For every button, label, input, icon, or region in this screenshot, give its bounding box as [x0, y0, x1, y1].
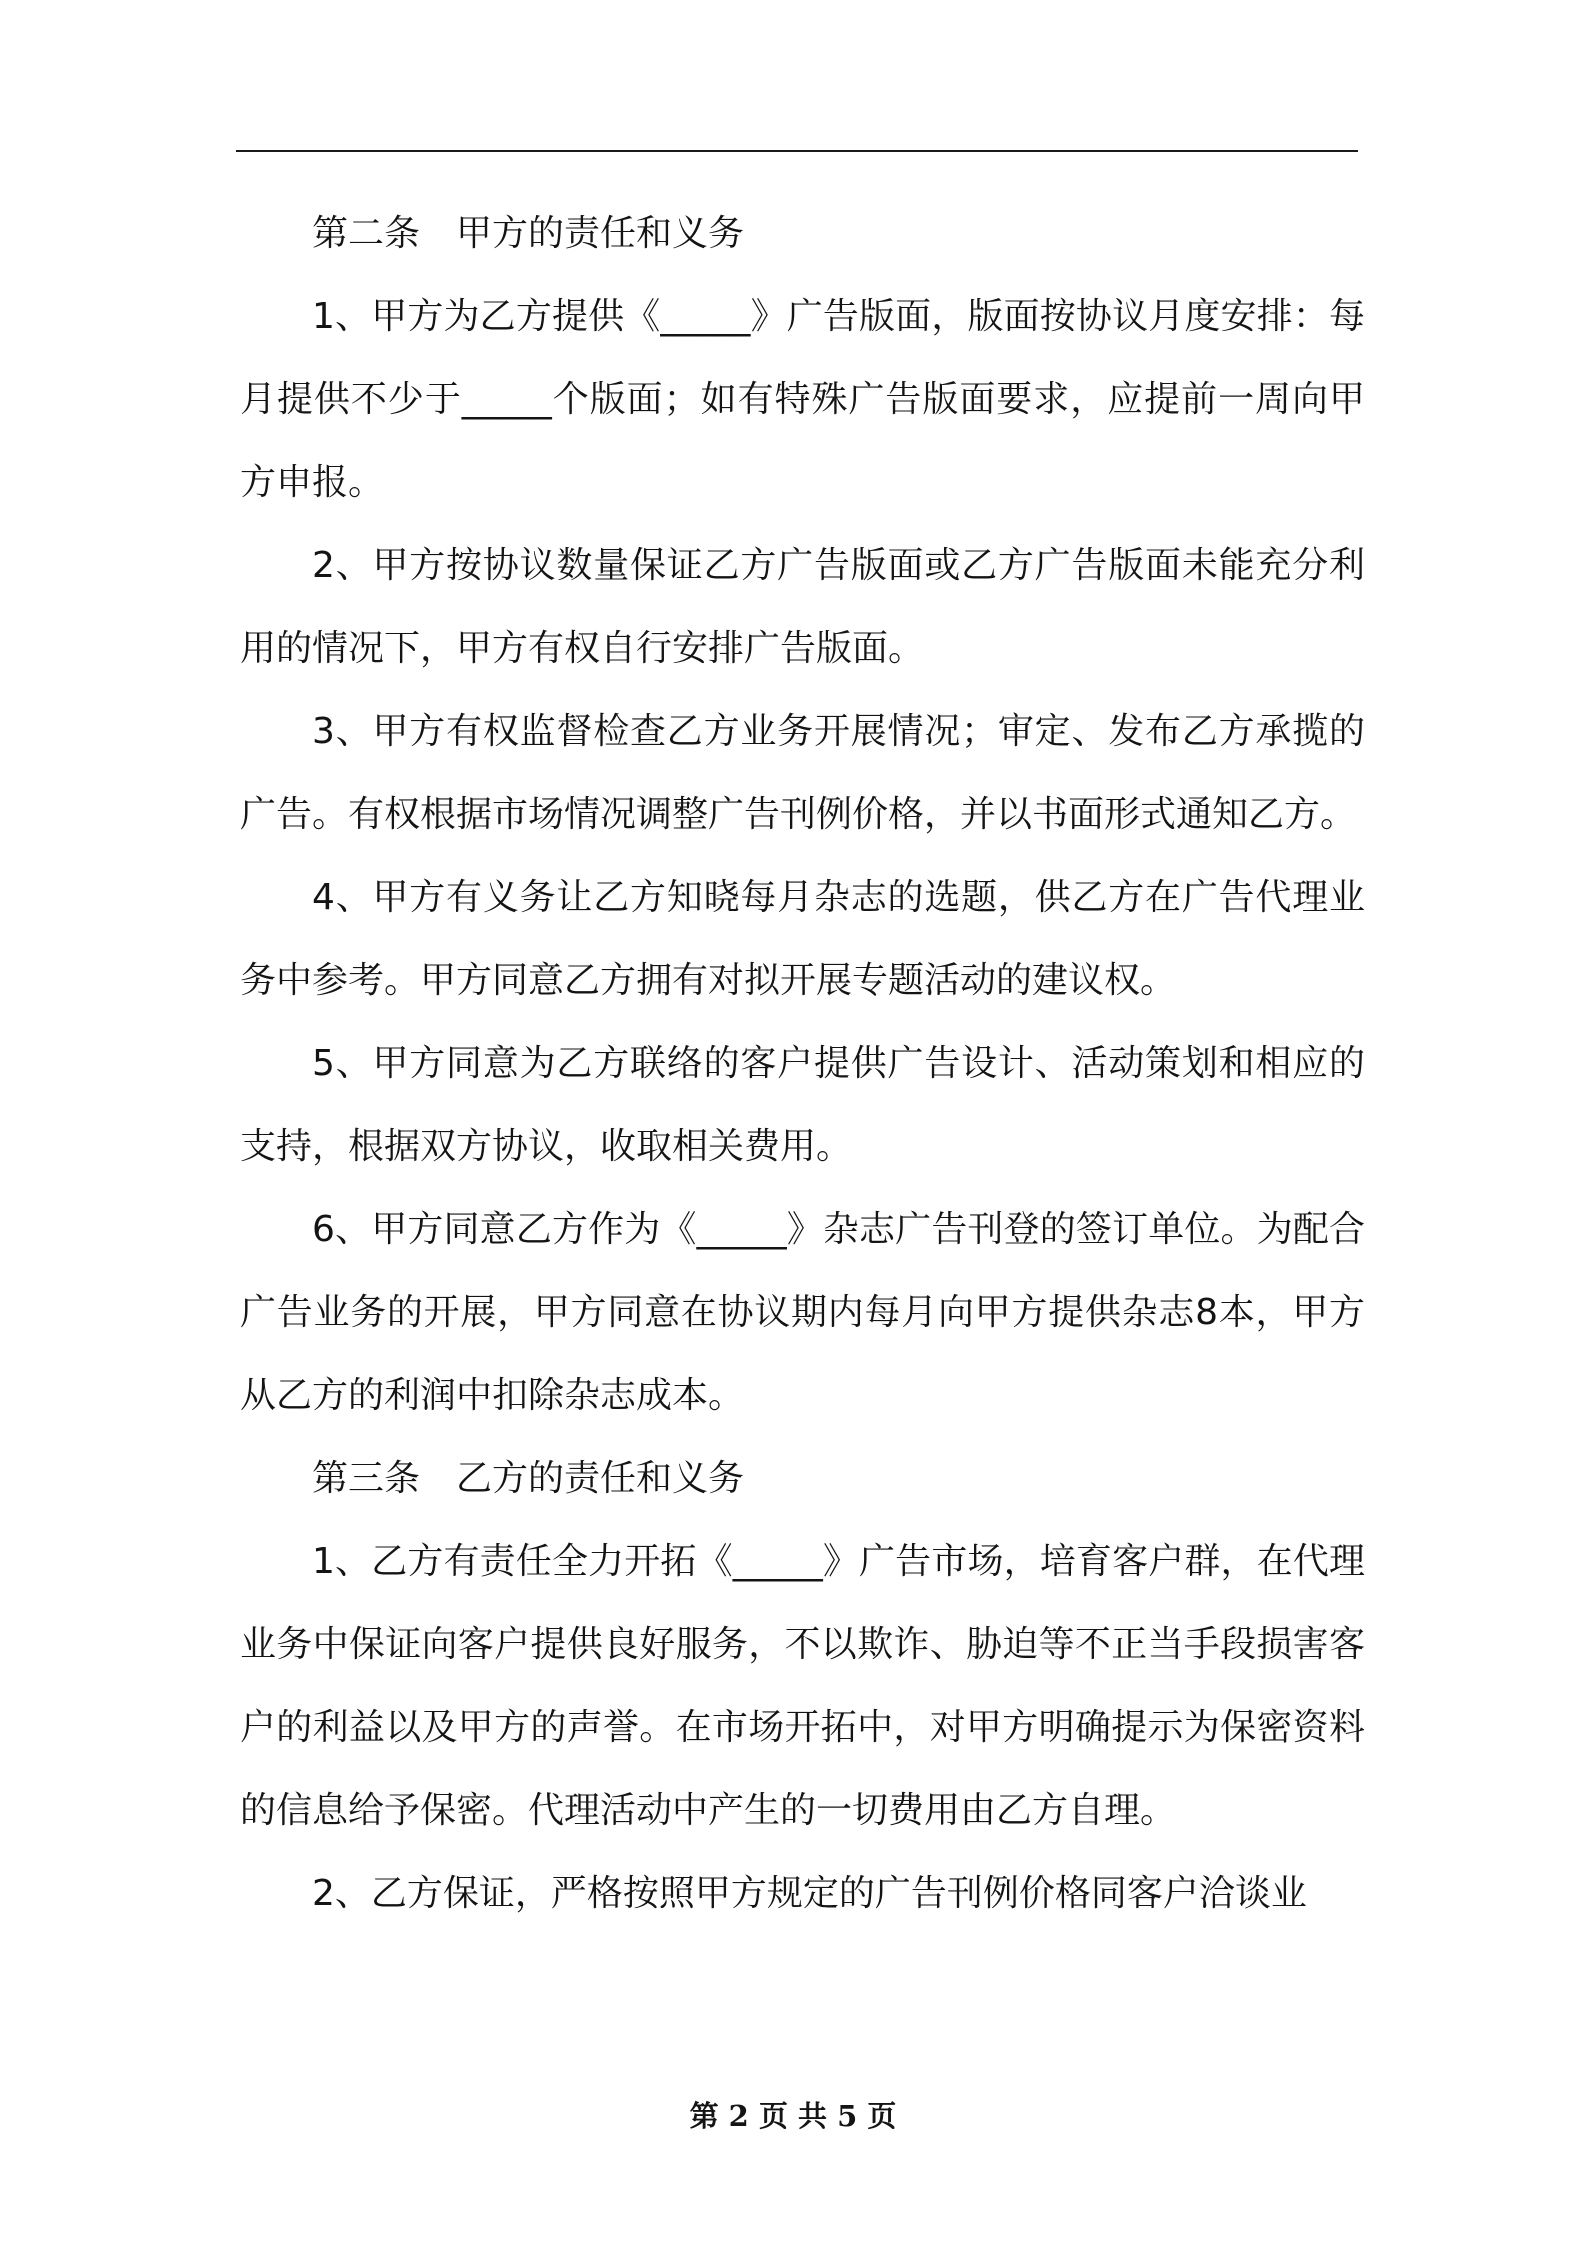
- article-3-heading: 第三条 乙方的责任和义务: [312, 1458, 745, 1499]
- article-3-item-1: 1、乙方有责任全力开拓《_____》广告市场，培育客户群，在代理业务中保证向客户提供良好服务，不以欺诈、胁迫等不正当手段损害客户的利益以及甲方的声誉。在市场开拓中，对甲方明确提示为保密资料的信息给予保密。代理活动中产生的一切费用由乙方自理。: [240, 1541, 1365, 1831]
- article-2-heading: 第二条 甲方的责任和义务: [312, 213, 745, 254]
- page-number-footer: 第 2 页 共 5 页: [689, 2099, 897, 2133]
- article-3-item-2: 2、乙方保证，严格按照甲方规定的广告刊例价格同客户洽谈业: [312, 1873, 1307, 1914]
- article-2-item-6: 6、甲方同意乙方作为《_____》杂志广告刊登的签订单位。为配合广告业务的开展，甲方同意在协议期内每月向甲方提供杂志8本，甲方从乙方的利润中扣除杂志成本。: [240, 1209, 1365, 1416]
- article-2-item-3: 3、甲方有权监督检查乙方业务开展情况；审定、发布乙方承揽的广告。有权根据市场情况调整广告刊例价格，并以书面形式通知乙方。: [240, 711, 1365, 835]
- article-2-item-2: 2、甲方按协议数量保证乙方广告版面或乙方广告版面未能充分利用的情况下，甲方有权自行安排广告版面。: [240, 545, 1365, 669]
- article-2-item-4: 4、甲方有义务让乙方知晓每月杂志的选题，供乙方在广告代理业务中参考。甲方同意乙方拥有对拟开展专题活动的建议权。: [240, 877, 1365, 1001]
- article-2-item-1: 1、甲方为乙方提供《_____》广告版面，版面按协议月度安排：每月提供不少于_____个版面；如有特殊广告版面要求，应提前一周向甲方申报。: [240, 296, 1365, 503]
- document-body: [240, 192, 1365, 1935]
- header-rule: [236, 150, 1358, 152]
- article-2-item-5: 5、甲方同意为乙方联络的客户提供广告设计、活动策划和相应的支持，根据双方协议，收取相关费用。: [240, 1043, 1365, 1167]
